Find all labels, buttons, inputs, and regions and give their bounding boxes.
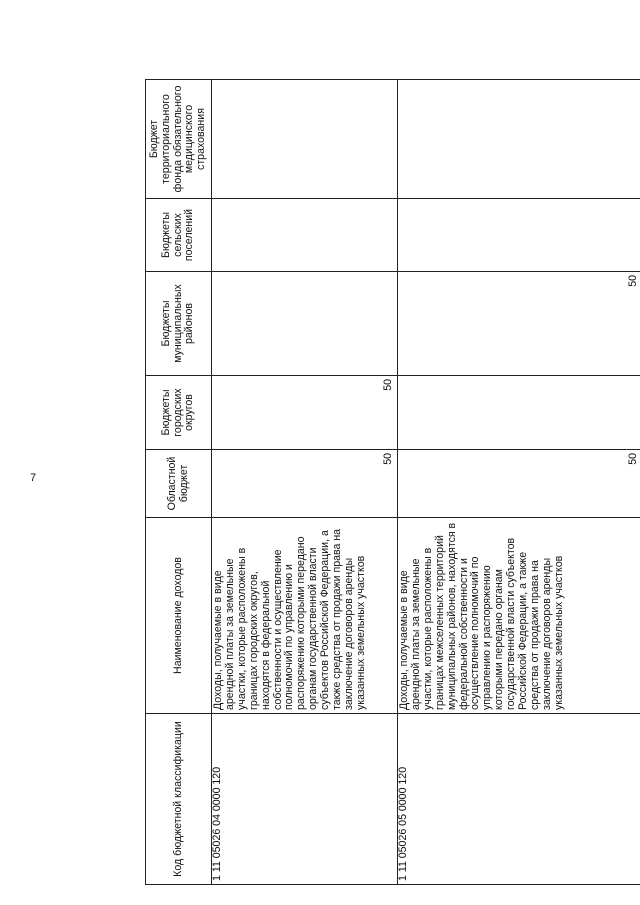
row-med-insurance xyxy=(212,80,398,199)
row-rural-settlements xyxy=(398,199,640,272)
row-rural-settlements xyxy=(212,199,398,272)
page-number: 7 xyxy=(30,472,37,484)
row-city-districts xyxy=(398,376,640,450)
row-name: Доходы, получаемые в виде арендной платы за земельные участки, которые расположены в границах городских округов, находятся в федеральной собственности и осуществление полномочий по управлению и распоряжению которыми передано органам государственной власти субъектов Российской Федерации, а также средства от продажи права на заключение договоров аренды указанных земельных участков xyxy=(212,518,398,714)
header-row xyxy=(146,80,212,885)
table-row xyxy=(212,80,398,885)
table-row xyxy=(398,80,640,885)
row-municipal-districts xyxy=(212,272,398,376)
row-municipal-districts: 50 xyxy=(398,272,640,376)
row-code: 1 11 05026 04 0000 120 xyxy=(212,714,398,885)
header-code: Код бюджетной классификации xyxy=(146,714,212,885)
header-municipal-districts: Бюджеты муниципальных районов xyxy=(146,272,212,376)
row-med-insurance xyxy=(398,80,640,199)
row-regional: 50 xyxy=(398,450,640,518)
row-name: Доходы, получаемые в виде арендной платы за земельные участки, которые расположены в границах межселенных территорий муниципальных районов, находятся в федеральной собственности и осуществление полномочий по управлению и распоряжению которыми передано органам государственной власти субъектов Российской Федерации, а также средства от продажи права на заключение договоров аренды указанных земельных участков xyxy=(398,518,640,714)
row-code: 1 11 05026 05 0000 120 xyxy=(398,714,640,885)
header-med-insurance: Бюджет территориального фонда обязательного медицинского страхования xyxy=(146,80,212,199)
row-regional: 50 xyxy=(212,450,398,518)
header-regional: Областной бюджет xyxy=(146,450,212,518)
header-city-districts: Бюджеты городских округов xyxy=(146,376,212,450)
header-rural-settlements: Бюджеты сельских поселений xyxy=(146,199,212,272)
header-name: Наименование доходов xyxy=(146,518,212,714)
row-city-districts: 50 xyxy=(212,376,398,450)
rotated-table-container xyxy=(145,80,640,885)
revenue-distribution-table xyxy=(145,79,640,885)
